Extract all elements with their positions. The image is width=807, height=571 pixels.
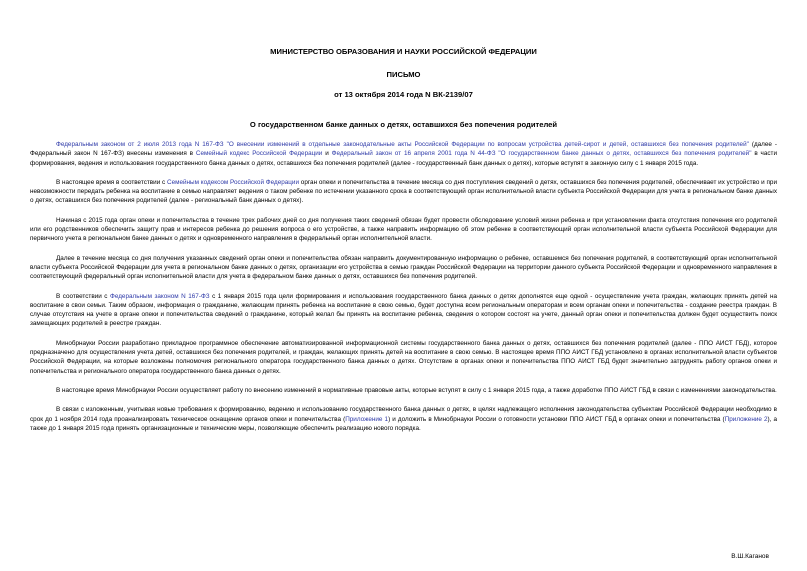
link-family-code[interactable]: Семейный кодекс Российской Федерации bbox=[195, 150, 323, 158]
paragraph-2-text-a: В настоящее время в соответствии с bbox=[56, 178, 167, 186]
paragraph-6-text: Минобрнауки России разработано прикладное программное обеспечение автоматизированной информационной системы государственного банка данных о детях, оставшихся без попечения родителей (далее - ППО АИСТ ГБД), которое предназначено для осуществления учета детей, оставшихся без попечения родителей, и граждан, желающих принять детей на воспитание в свою семью. В настоящее время ППО АИСТ ГБД установлено в органах исполнительной власти субъектов Российской Федерации, на которые возложены полномочия регионального оператора государственного банка данных о детях. Отсутствие в органах опеки и попечительства ППО АИСТ ГБД будет значительно затруднять работу органов опеки и попечительства и регионального оператора государственного банка данных о детях. bbox=[30, 339, 777, 375]
paragraph-6 bbox=[30, 339, 777, 376]
link-federal-law-167[interactable]: Федеральным законом от 2 июля 2013 года N 167-ФЗ "О внесении изменений в отдельные законодательные акты Российской Федерации по вопросам устройства детей-сирот и детей, оставшихся без попечения родителей" bbox=[56, 141, 749, 148]
paragraph-8-text-a: В связи с изложенным, учитывая новые требования к формированию, ведению и использованию государственного банка данных о детях, в целях надлежащего исполнения законодательства субъектам Российской Федерации необходимо в срок до 1 ноября 2014 года проанализировать техническое оснащение органов опеки и попечительства ( bbox=[30, 406, 777, 423]
paragraph-2-text-b: орган опеки и попечительства в течение месяца со дня поступления сведений о детях, оставшихся без попечения родителей, обеспечивает их устройство и при невозможности передать ребенка на воспитание в семью направляет ведения о таком ребенке по истечении указанного срока в соответствующий орган исполнительной власти субъекта Российской Федерации для учета в региональном банке данных о детях, оставшихся без попечения родителей (далее - региональный банк данных о детях). bbox=[30, 178, 777, 205]
link-family-code-2[interactable]: Семейным кодексом Российской Федерации bbox=[167, 178, 300, 186]
paragraph-5-text-a: В соответствии с bbox=[56, 292, 110, 300]
paragraph-1-text-c: в части формирования, ведения и использования государственного банка данных о детях, оставшихся без попечения родителей (далее - государственный банк данных о детях), которые вступят в законную силу с 1 января 2015 года. bbox=[30, 150, 778, 167]
signature: В.Ш.Каганов bbox=[731, 553, 769, 560]
paragraph-1-text-b: и bbox=[322, 150, 332, 158]
paragraph-8 bbox=[30, 405, 777, 433]
paragraph-2 bbox=[30, 178, 777, 206]
paragraph-3-text: Начиная с 2015 года орган опеки и попечительства в течение трех рабочих дней со дня получения таких сведений обязан будет провести обследование условий жизни ребенка и при установлении факта отсутствия попечения его родителей или его родственников обеспечить защиту прав и интересов ребенка до решения вопроса о его устройстве, а также направить информацию об этом ребенке в соответствующий орган исполнительной власти субъекта Российской Федерации для первичного учета в региональном банке данных о детях и одновременного направления в федеральный орган исполнительной власти. bbox=[30, 216, 777, 243]
paragraph-7 bbox=[30, 386, 777, 395]
doc-type-heading: ПИСЬМО bbox=[386, 70, 421, 79]
ministry-heading: МИНИСТЕРСТВО ОБРАЗОВАНИЯ И НАУКИ РОССИЙСКОЙ ФЕДЕРАЦИИ bbox=[270, 47, 537, 56]
link-federal-law-44[interactable]: Федеральный закон от 16 апреля 2001 года N 44-ФЗ "О государственном банке данных о детях, оставшихся без попечения родителей" bbox=[331, 150, 752, 158]
paragraph-1 bbox=[30, 140, 777, 168]
link-appendix-2[interactable]: Приложение 2 bbox=[724, 415, 768, 423]
link-appendix-1[interactable]: Приложение 1 bbox=[345, 415, 389, 423]
paragraph-1-text-a: (далее - Федеральный закон N 167-ФЗ) внесены изменения в bbox=[30, 141, 777, 158]
paragraph-8-text-c: ), а также до 1 января 2015 года принять организационные и технические меры, позволяющие обеспечить реализацию нового порядка. bbox=[30, 415, 778, 432]
paragraph-4-text: Далее в течение месяца со дня получения указанных сведений орган опеки и попечительства обязан направить документированную информацию о ребенке, оставшемся без попечения родителей, в соответствующий орган исполнительной власти субъекта Российской Федерации для учета в региональном банке данных о детях, организации его устройства в семью граждан Российской Федерации на территории данного субъекта Российской Федерации и одновременного направления в соответствующий федеральный орган исполнительной власти для учета в федеральном банке данных о детях, оставшихся без попечения родителей. bbox=[30, 254, 777, 281]
letter-title: О государственном банке данных о детях, оставшихся без попечения родителей bbox=[249, 120, 558, 129]
paragraph-5 bbox=[30, 292, 777, 329]
paragraph-4 bbox=[30, 254, 777, 282]
paragraph-8-text-b: ) и доложить в Минобрнауки России о готовности установки ППО АИСТ ГБД в органах опеки и попечительства ( bbox=[388, 415, 725, 423]
paragraph-5-text-b: с 1 января 2015 года цели формирования и использования государственного банка данных о детях дополнятся еще одной - осуществление учета граждан, желающих принять детей на воспитание в свои семьи. Таким образом, информация о гражданине, желающим принять ребенка на воспитание в свою семью, будет доступна всем региональным операторам и всем органам опеки и попечительства - создание реестра граждан. В случае отсутствия на учете в органе опеки и попечительства сведений о гражданине, который желал бы принять на воспитание ребенка, сведения о котором состоят на учете, данный орган опеки и попечительства должен будет осуществить поиск замещающих родителей в реестре граждан. bbox=[30, 292, 777, 328]
paragraph-7-text: В настоящее время Минобрнауки России осуществляет работу по внесению изменений в нормативные правовые акты, которые вступят в силу с 1 января 2015 года, а также доработке ППО АИСТ ГБД в связи с изменениями законодательства. bbox=[56, 386, 777, 394]
link-federal-law-167-2[interactable]: Федеральным законом N 167-ФЗ bbox=[110, 292, 210, 300]
paragraph-3 bbox=[30, 216, 777, 244]
date-number-heading: от 13 октября 2014 года N ВК-2139/07 bbox=[334, 90, 473, 99]
